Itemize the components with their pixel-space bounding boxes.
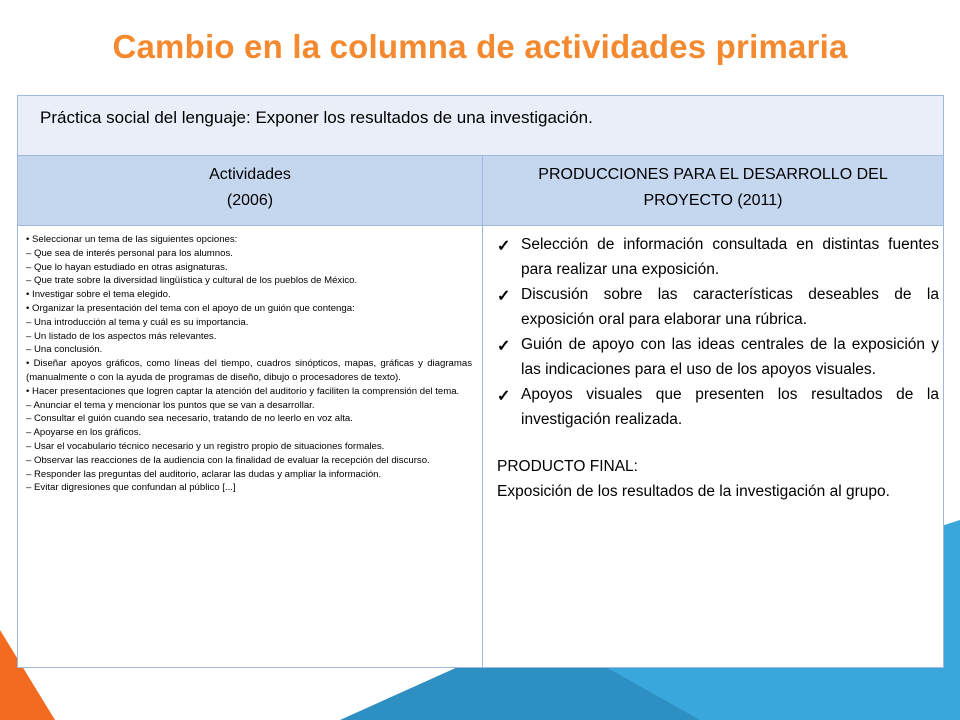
activities-cell bbox=[18, 226, 483, 667]
production-item bbox=[497, 382, 939, 432]
production-item bbox=[497, 332, 939, 382]
activity-item: – Que trate sobre la diversidad lingüística y cultural de los pueblos de México. bbox=[26, 275, 358, 287]
production-text: Selección de información consultada en distintas fuentes para realizar una exposición. bbox=[521, 236, 939, 278]
final-product-text: Exposición de los resultados de la investigación al grupo. bbox=[497, 483, 890, 500]
activity-item: – Un listado de los aspectos más relevantes. bbox=[26, 330, 217, 342]
activities-header-line1: Actividades bbox=[209, 166, 291, 183]
activity-item: – Anunciar el tema y mencionar los puntos que se van a desarrollar. bbox=[26, 399, 315, 411]
production-item bbox=[497, 232, 939, 282]
activity-item: – Responder las preguntas del auditorio, aclarar las dudas y ampliar la información. bbox=[26, 468, 382, 480]
productions-column-header bbox=[483, 156, 943, 226]
activity-item: – Apoyarse en los gráficos. bbox=[26, 427, 142, 439]
production-text: Apoyos visuales que presenten los resultados de la investigación realizada. bbox=[521, 386, 939, 428]
activity-item: – Una conclusión. bbox=[26, 344, 103, 356]
activity-item: • Diseñar apoyos gráficos, como líneas del tiempo, cuadros sinópticos, mapas, gráficas y diagramas (manualmente o con la ayuda de programas de diseño, dibujo o procesadores de texto). bbox=[26, 358, 472, 383]
productions-header-line1: PRODUCCIONES PARA EL DESARROLLO DEL bbox=[538, 166, 888, 183]
productions-cell bbox=[483, 226, 943, 667]
checkmark-icon: ✓ bbox=[497, 338, 511, 355]
final-product-label: PRODUCTO FINAL: bbox=[497, 458, 638, 475]
comparison-table bbox=[17, 95, 944, 668]
slide-title: Cambio en la columna de actividades primaria bbox=[112, 28, 848, 65]
checkmark-icon: ✓ bbox=[497, 238, 511, 255]
activity-item: – Consultar el guión cuando sea necesario, tratando de no leerlo en voz alta. bbox=[26, 413, 353, 425]
checkmark-icon: ✓ bbox=[497, 288, 511, 305]
activities-column-header bbox=[18, 156, 483, 226]
production-item bbox=[497, 282, 939, 332]
activity-item: – Observar las reacciones de la audiencia con la finalidad de evaluar la recepción del discurso. bbox=[26, 454, 430, 466]
practice-header: Práctica social del lenguaje: Exponer los resultados de una investigación. bbox=[18, 96, 943, 156]
activity-item: – Usar el vocabulario técnico necesario y un registro propio de situaciones formales. bbox=[26, 440, 385, 452]
production-text: Discusión sobre las características deseables de la exposición oral para elaborar una rúbrica. bbox=[521, 286, 939, 328]
activity-item: – Una introducción al tema y cuál es su importancia. bbox=[26, 316, 249, 328]
activity-item: • Investigar sobre el tema elegido. bbox=[26, 289, 171, 301]
activity-item: – Evitar digresiones que confundan al público [...] bbox=[26, 482, 236, 494]
activity-item: • Organizar la presentación del tema con el apoyo de un guión que contenga: bbox=[26, 302, 355, 314]
activity-item: • Hacer presentaciones que logren captar la atención del auditorio y faciliten la comprensión del tema. bbox=[26, 385, 460, 397]
activity-item: – Que sea de interés personal para los alumnos. bbox=[26, 247, 233, 259]
productions-header-line2: PROYECTO (2011) bbox=[643, 192, 783, 209]
production-text: Guión de apoyo con las ideas centrales de la exposición y las indicaciones para el uso de los apoyos visuales. bbox=[521, 336, 939, 378]
activity-item: • Seleccionar un tema de las siguientes opciones: bbox=[26, 234, 238, 245]
activities-header-line2: (2006) bbox=[226, 192, 274, 209]
activity-item: – Que lo hayan estudiado en otras asignaturas. bbox=[26, 261, 228, 273]
checkmark-icon: ✓ bbox=[497, 388, 511, 405]
